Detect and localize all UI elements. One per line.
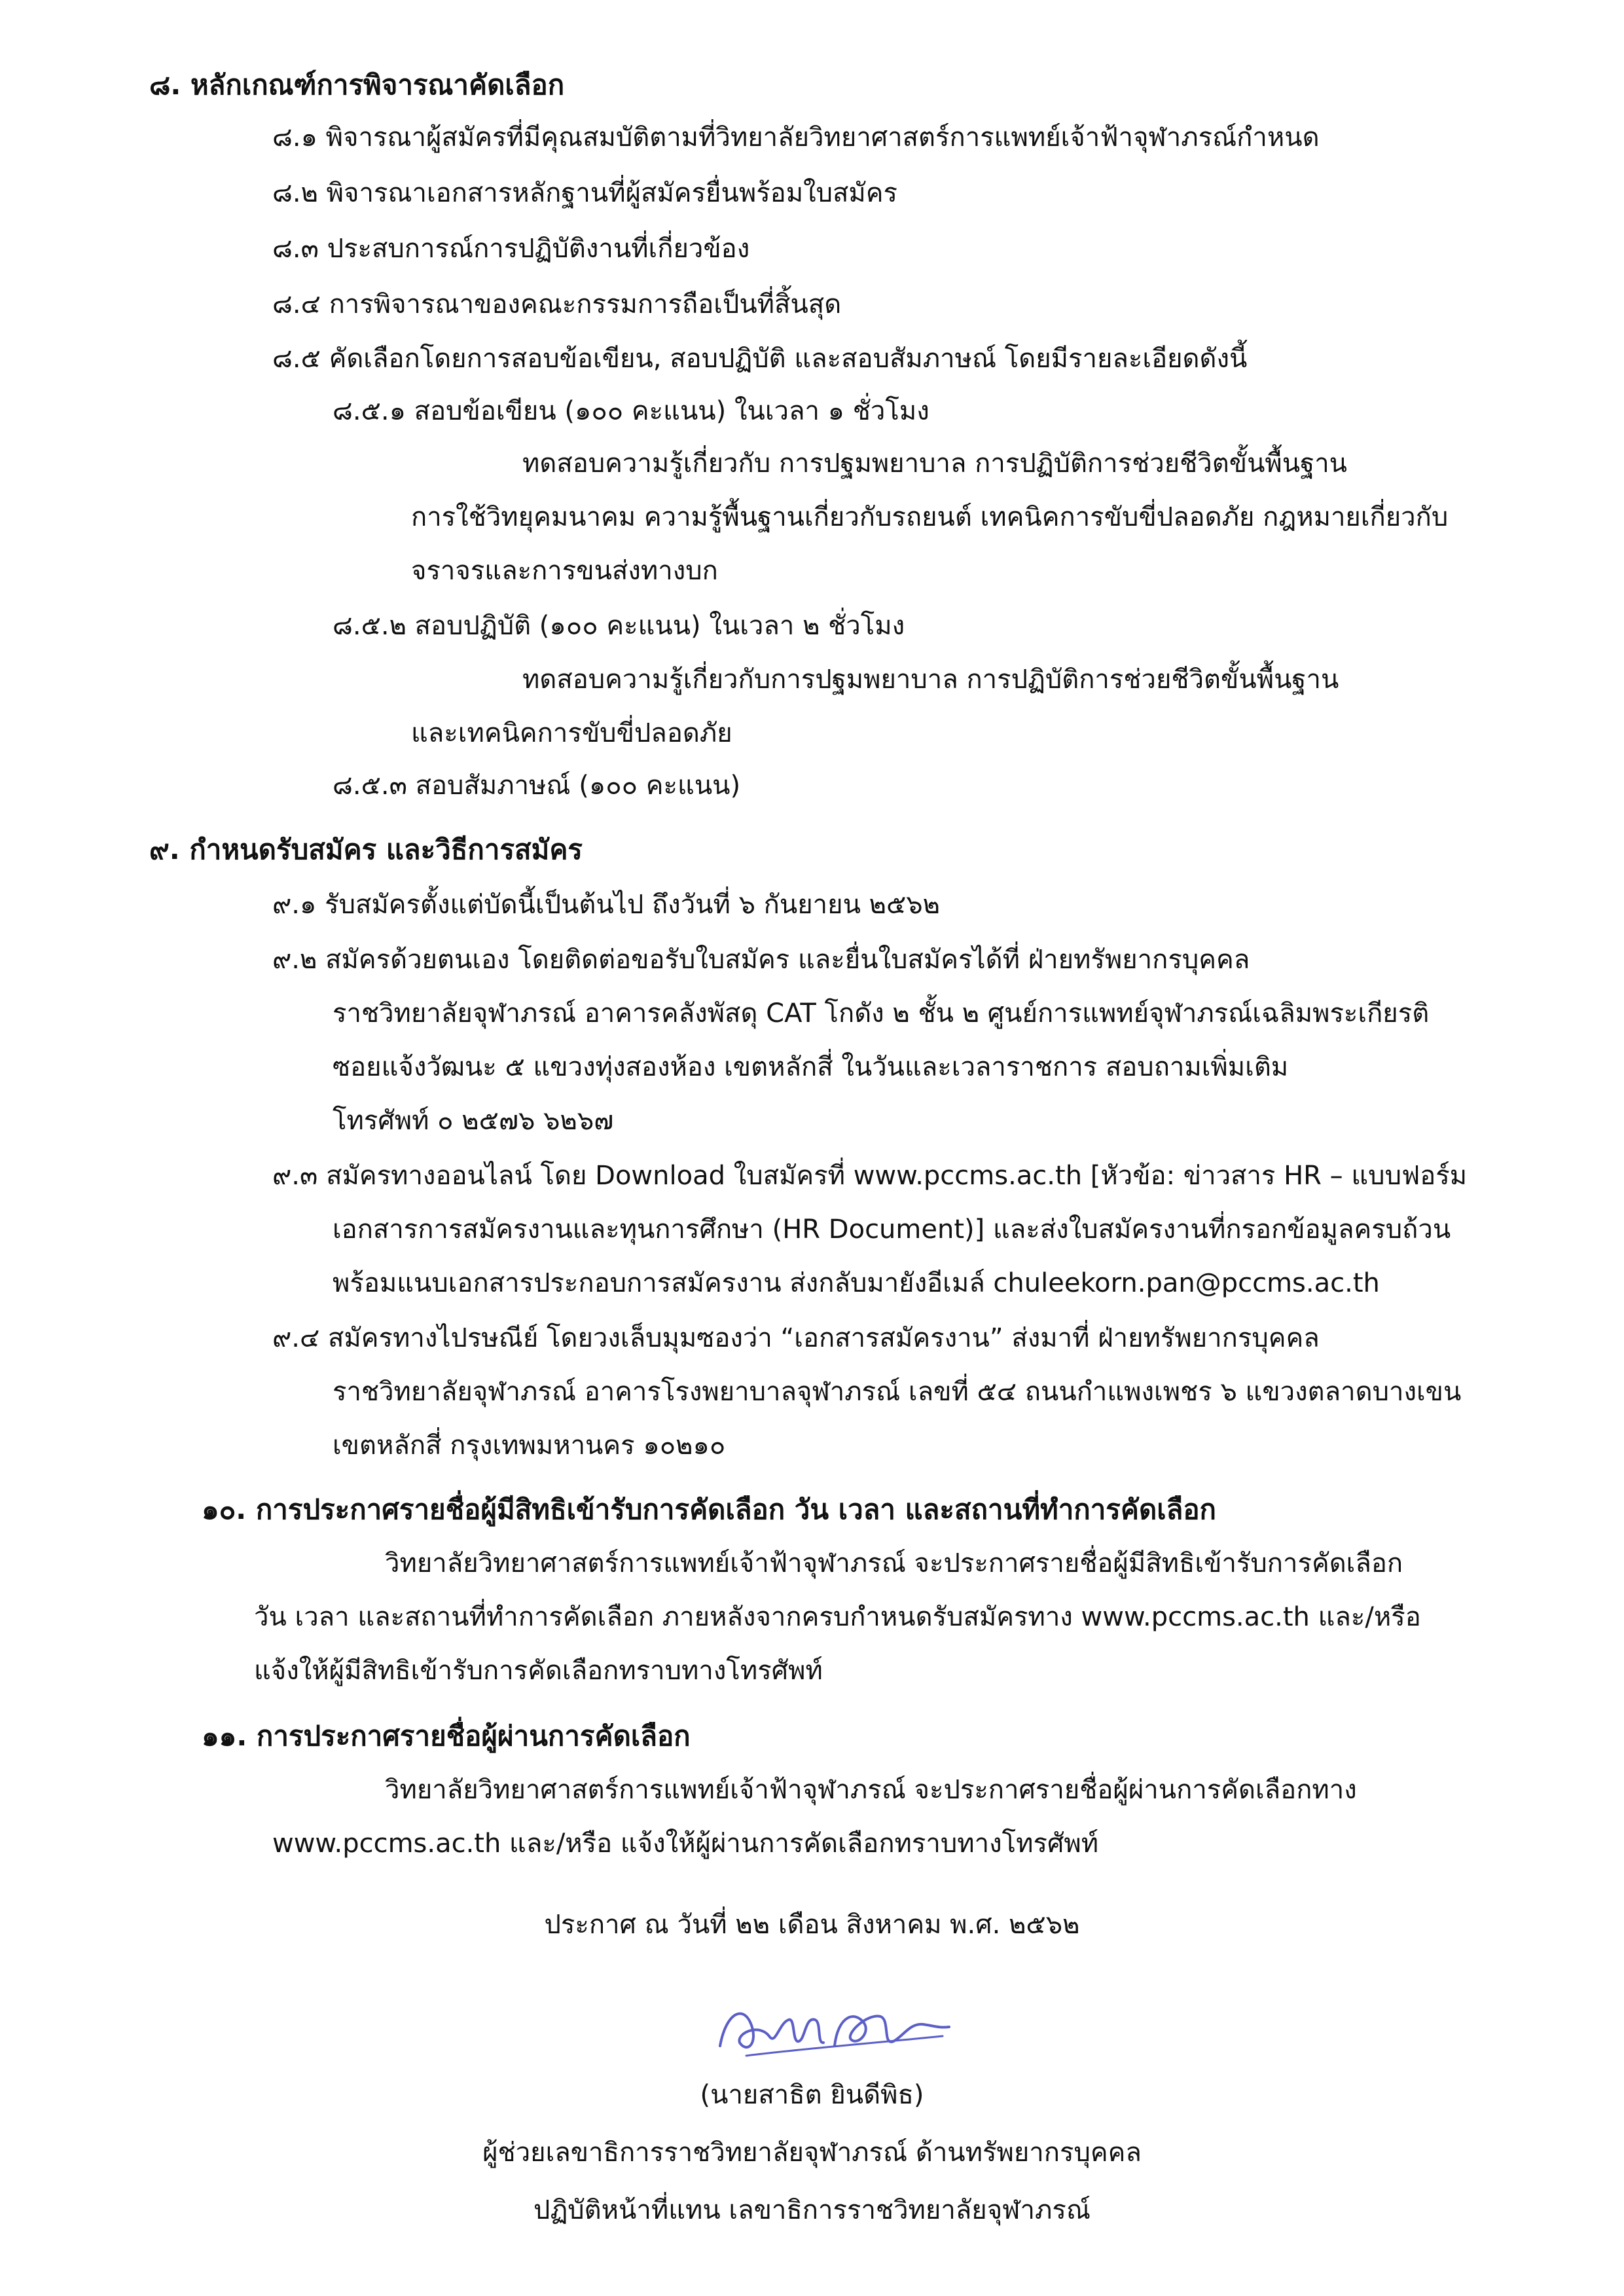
item-8-5-1-title: ๘.๕.๑ สอบข้อเขียน (๑๐๐ คะแนน) ในเวลา ๑ ชั่วโมง — [333, 396, 929, 426]
item-9-4-line-1: ๙.๔ สมัครทางไปรษณีย์ โดยวงเล็บมุมซองว่า “เอกสารสมัครงาน” ส่งมาที่ ฝ่ายทรัพยากรบุคคล — [272, 1323, 1320, 1353]
item-9-2-line-3: ซอยแจ้งวัฒนะ ๕ แขวงทุ่งสองห้อง เขตหลักสี่ ในวันและเวลาราชการ สอบถามเพิ่มเติม — [333, 1052, 1289, 1082]
item-8-5-3-title: ๘.๕.๓ สอบสัมภาษณ์ (๑๐๐ คะแนน) — [333, 771, 741, 801]
item-8-1: ๘.๑ พิจารณาผู้สมัครที่มีคุณสมบัติตามที่วิทยาลัยวิทยาศาสตร์การแพทย์เจ้าฟ้าจุฬาภรณ์กำหนด — [272, 122, 1320, 153]
item-9-3-line-2: เอกสารการสมัครงานและทุนการศึกษา (HR Document)] และส่งใบสมัครงานที่กรอกข้อมูลครบถ้วน — [333, 1214, 1451, 1245]
announcement-date: ประกาศ ณ วันที่ ๒๒ เดือน สิงหาคม พ.ศ. ๒๕๖๒ — [544, 1910, 1080, 1940]
item-9-2-line-4: โทรศัพท์ ๐ ๒๕๗๖ ๖๒๖๗ — [333, 1106, 614, 1136]
item-9-2-line-2: ราชวิทยาลัยจุฬาภรณ์ อาคารคลังพัสดุ CAT โกดัง ๒ ชั้น ๒ ศูนย์การแพทย์จุฬาภรณ์เฉลิมพระเกียรติ — [333, 998, 1430, 1029]
item-9-4-line-3: เขตหลักสี่ กรุงเทพมหานคร ๑๐๒๑๐ — [333, 1430, 726, 1461]
item-8-4: ๘.๔ การพิจารณาของคณะกรรมการถือเป็นที่สิ้นสุด — [272, 289, 842, 319]
signatory-name: (นายสาธิต ยินดีพิธ) — [700, 2080, 924, 2110]
section-8-heading: ๘. หลักเกณฑ์การพิจารณาคัดเลือก — [149, 69, 565, 101]
item-8-5-1-line-2: การใช้วิทยุคมนาคม ความรู้พื้นฐานเกี่ยวกับรถยนต์ เทคนิคการขับขี่ปลอดภัย กฎหมายเกี่ยวกับ — [411, 502, 1449, 532]
section-11-line-2: www.pccms.ac.th และ/หรือ แจ้งให้ผู้ผ่านการคัดเลือกทราบทางโทรศัพท์ — [272, 1829, 1099, 1859]
signature — [707, 1984, 956, 2069]
section-10-heading: ๑๐. การประกาศรายชื่อผู้มีสิทธิเข้ารับการคัดเลือก วัน เวลา และสถานที่ทำการคัดเลือก — [202, 1493, 1216, 1525]
item-8-2: ๘.๒ พิจารณาเอกสารหลักฐานที่ผู้สมัครยื่นพร้อมใบสมัคร — [272, 178, 898, 208]
item-8-5-2-title: ๘.๕.๒ สอบปฏิบัติ (๑๐๐ คะแนน) ในเวลา ๒ ชั่วโมง — [333, 611, 905, 641]
item-8-5-1-line-3: จราจรและการขนส่งทางบก — [411, 556, 718, 586]
item-8-5-1-line-1: ทดสอบความรู้เกี่ยวกับ การปฐมพยาบาล การปฏิบัติการช่วยชีวิตขั้นพื้นฐาน — [522, 448, 1347, 479]
signatory-position-1: ผู้ช่วยเลขาธิการราชวิทยาลัยจุฬาภรณ์ ด้านทรัพยากรบุคคล — [482, 2138, 1142, 2168]
section-10-line-3: แจ้งให้ผู้มีสิทธิเข้ารับการคัดเลือกทราบทางโทรศัพท์ — [254, 1656, 823, 1686]
section-11-heading: ๑๑. การประกาศรายชื่อผู้ผ่านการคัดเลือก — [202, 1720, 691, 1752]
item-8-5: ๘.๕ คัดเลือกโดยการสอบข้อเขียน, สอบปฏิบัติ และสอบสัมภาษณ์ โดยมีรายละเอียดดังนี้ — [272, 344, 1248, 374]
item-8-3: ๘.๓ ประสบการณ์การปฏิบัติงานที่เกี่ยวข้อง — [272, 234, 750, 264]
item-8-5-2-line-1: ทดสอบความรู้เกี่ยวกับการปฐมพยาบาล การปฏิบัติการช่วยชีวิตขั้นพื้นฐาน — [522, 665, 1339, 695]
section-10-line-1: วิทยาลัยวิทยาศาสตร์การแพทย์เจ้าฟ้าจุฬาภรณ์ จะประกาศรายชื่อผู้มีสิทธิเข้ารับการคัดเลือก — [385, 1548, 1403, 1578]
item-9-2-line-1: ๙.๒ สมัครด้วยตนเอง โดยติดต่อขอรับใบสมัคร และยื่นใบสมัครได้ที่ ฝ่ายทรัพยากรบุคคล — [272, 945, 1250, 975]
signatory-position-2: ปฏิบัติหน้าที่แทน เลขาธิการราชวิทยาลัยจุฬาภรณ์ — [533, 2195, 1091, 2225]
section-11-line-1: วิทยาลัยวิทยาศาสตร์การแพทย์เจ้าฟ้าจุฬาภรณ์ จะประกาศรายชื่อผู้ผ่านการคัดเลือกทาง — [385, 1775, 1357, 1805]
item-9-3-line-3: พร้อมแนบเอกสารประกอบการสมัครงาน ส่งกลับมายังอีเมล์ chuleekorn.pan@pccms.ac.th — [333, 1268, 1380, 1298]
item-8-5-2-line-2: และเทคนิคการขับขี่ปลอดภัย — [411, 718, 732, 748]
item-9-3-line-1: ๙.๓ สมัครทางออนไลน์ โดย Download ใบสมัครที่ www.pccms.ac.th [หัวข้อ: ข่าวสาร HR – แบบฟอร์ม — [272, 1161, 1468, 1191]
item-9-1: ๙.๑ รับสมัครตั้งแต่บัดนี้เป็นต้นไป ถึงวันที่ ๖ กันยายน ๒๕๖๒ — [272, 890, 941, 920]
section-9-heading: ๙. กำหนดรับสมัคร และวิธีการสมัคร — [149, 833, 583, 866]
item-9-4-line-2: ราชวิทยาลัยจุฬาภรณ์ อาคารโรงพยาบาลจุฬาภรณ์ เลขที่ ๕๔ ถนนกำแพงเพชร ๖ แขวงตลาดบางเขน — [333, 1377, 1462, 1407]
section-10-line-2: วัน เวลา และสถานที่ทำการคัดเลือก ภายหลังจากครบกำหนดรับสมัครทาง www.pccms.ac.th และ/หรือ — [254, 1602, 1421, 1632]
